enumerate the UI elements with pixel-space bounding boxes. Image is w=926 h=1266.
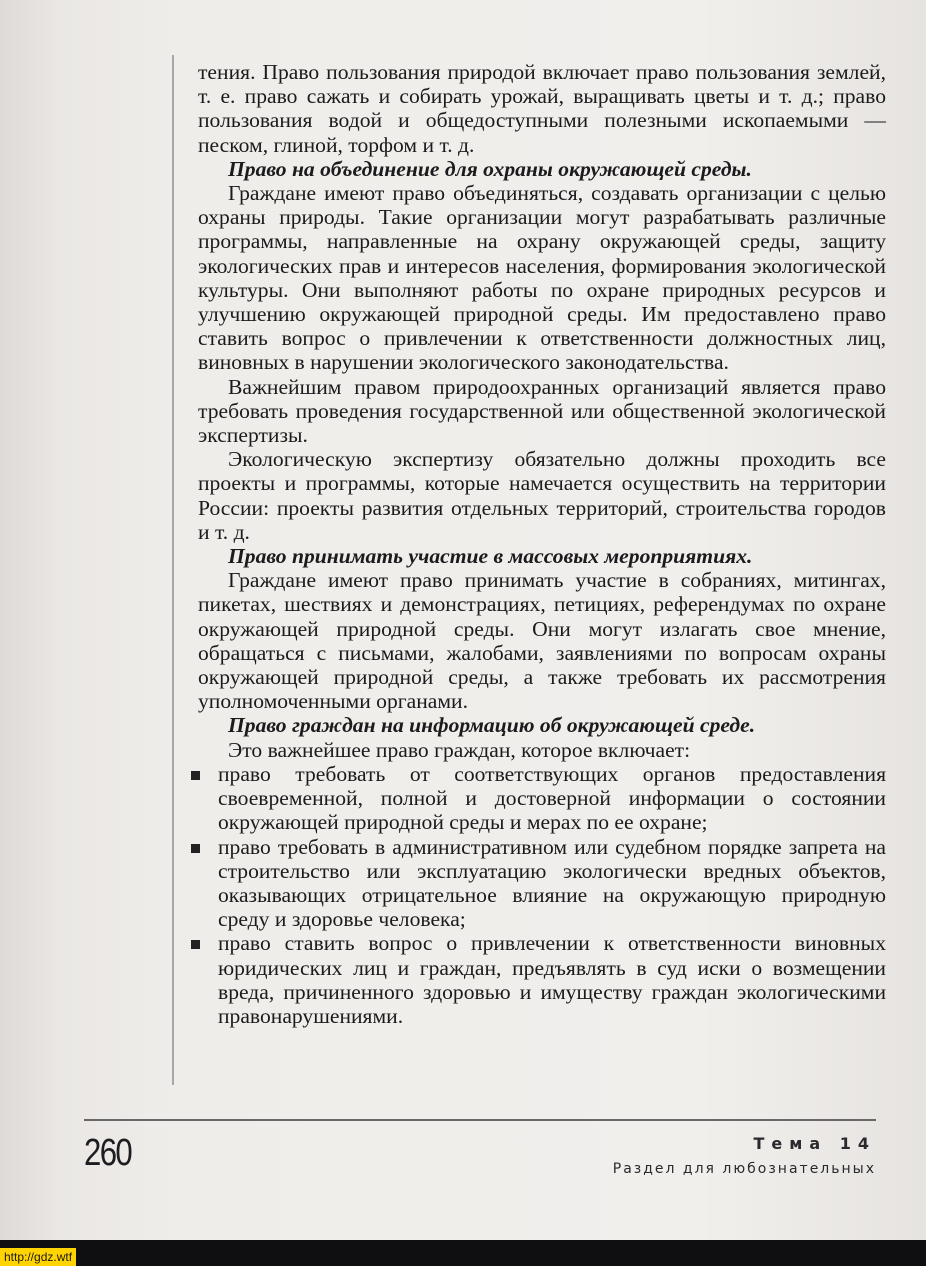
page-number: 260 <box>84 1132 132 1174</box>
section-heading: Право принимать участие в массовых мероприятиях. <box>228 544 753 569</box>
section-label: Раздел для любознательных <box>612 1161 876 1177</box>
margin-line <box>172 55 174 1085</box>
section-heading: Право на объединение для охраны окружающей среды. <box>228 156 752 181</box>
list-item <box>198 931 886 1028</box>
page-body <box>198 60 886 1028</box>
paragraph: Экологическую экспертизу обязательно должны проходить все проекты и программы, которые намечается осуществить на территории России: проекты развития отдельных территорий, строительства городов и т. д. <box>198 447 886 544</box>
list-item <box>198 762 886 835</box>
list-item <box>198 835 886 932</box>
paragraph: тения. Право пользования природой включает право пользования землей, т. е. право сажать и собирать урожай, выращивать цветы и т. д.; право пользования водой и общедоступными полезными ископаемыми — песком, глиной, торфом и т. д. <box>198 60 886 157</box>
paragraph: Это важнейшее право граждан, которое включает: <box>228 737 691 762</box>
paragraph: Граждане имеют право принимать участие в собраниях, митингах, пикетах, шествиях и демонстрациях, петициях, референдумах по охране окружающей природной среды. Они могут излагать свое мнение, обращаться с письмами, жалобами, заявлениями по вопросам охраны окружающей природной среды, а также требовать их рассмотрения уполномоченными органами. <box>198 568 886 714</box>
section-heading: Право граждан на информацию об окружающей среде. <box>228 713 756 738</box>
bullet-square-icon <box>191 771 200 780</box>
scan-bottom-edge <box>0 1240 926 1266</box>
bullet-square-icon <box>191 940 200 949</box>
bullet-list <box>198 762 886 1028</box>
list-item-text: право ставить вопрос о привлечении к ответственности виновных юридических лиц и граждан, предъявлять в суд иски о возмещении вреда, причиненного здоровью и имуществу граждан экологическими правонарушениями. <box>218 931 886 1028</box>
bullet-square-icon <box>191 844 200 853</box>
paragraph: Граждане имеют право объединяться, создавать организации с целью охраны природы. Такие организации могут разрабатывать различные программы, направленные на охрану окружающей среды, защиту экологических прав и интересов населения, формирования экологической культуры. Они выполняют работы по охране природных ресурсов и улучшению окружающей природной среды. Им предоставлено право ставить вопрос о привлечении к ответственности должностных лиц, виновных в нарушении экологического законодательства. <box>198 181 886 375</box>
footer-rule <box>84 1119 876 1121</box>
paragraph: Важнейшим правом природоохранных организаций является право требовать проведения государственной или общественной экологической экспертизы. <box>198 374 886 448</box>
list-item-text: право требовать в административном или судебном порядке запрета на строительство или эксплуатацию экологически вредных объектов, оказывающих отрицательное влияние на окружающую природную среду и здоровье человека; <box>218 834 886 932</box>
watermark-link[interactable]: http://gdz.wtf <box>0 1248 76 1266</box>
list-item-text: право требовать от соответствующих органов предоставления своевременной, полной и достоверной информации о состоянии окружающей природной среды и мерах по ее охране; <box>218 761 886 835</box>
theme-label: Тема 14 <box>753 1134 876 1153</box>
